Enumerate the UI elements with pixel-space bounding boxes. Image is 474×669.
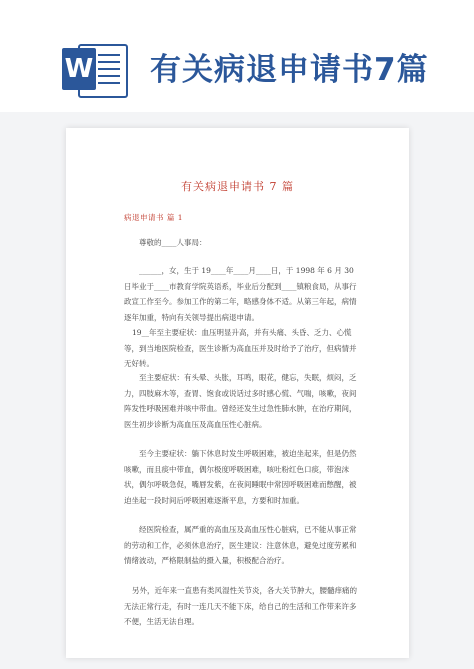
paragraph-2: 19__年至主要症状：血压明显升高，并有头痛、头昏、乏力、心慌等，到当地医院检查，医生诊断为高血压并及时给予了治疗，但病情并无好转。 xyxy=(124,328,357,368)
document-title: 有关病退申请书 7 篇 xyxy=(181,180,294,193)
banner-title: 有关病退申请书7篇 xyxy=(150,52,429,88)
paragraph-4: 至今主要症状：躺下休息时发生呼吸困难，被迫坐起来，但是仍然咳嗽，而且痰中带血，偶尔极度呼吸困难，咳吐粉红色口痰，带泡沫状，偶尔呼吸急促，嘴唇发紫，在夜间睡眠中常因呼吸困难而憋醒，被迫坐起一段时间后呼吸困难逐渐平息，方要和时加重。 xyxy=(124,449,357,505)
section-label: 病退申请书 篇 1 xyxy=(124,213,184,222)
word-badge: W xyxy=(62,48,96,90)
banner xyxy=(0,0,474,112)
paragraph-1: ______，女，生于 19____年____月____日，于 1998 年 6 月 30 日毕业于____市教育学院英语系，毕业后分配到____镇粮食局，从事行政宣工作至今。参加工作的第二年，略感身体不适。从第三年起，病情逐年加重，特向有关领导提出病退申请。 xyxy=(124,266,357,322)
paragraph-5: 经医院检查，属严重的高血压及高血压性心脏病，已不能从事正常的劳动和工作，必须休息治疗，医生建议：注意休息，避免过度劳累和情绪波动，严格限制盐的摄入量，积极配合治疗。 xyxy=(124,525,357,565)
paragraph-6: 另外，近年来一直患有类风湿性关节炎，各大关节肿大，腰髓痒痛的无法正常行走，有时一连几天不能下床，给自己的生活和工作带来许多不便，生活无法自理。 xyxy=(124,586,357,626)
paragraph-3: 至主要症状：有头晕、头胀，耳鸣，眼花，健忘，失眠，烦闷，乏力，四肢麻木等，查胃、饱食或说话过多时感心慌、气喘，咳嗽，夜间阵发性呼吸困难并咳中带血。曾经还发生过急性肺水肿，在治疗期间，医生初步诊断为高血压及高血压性心脏病。 xyxy=(124,373,357,429)
document-page xyxy=(66,128,409,658)
word-document-icon xyxy=(62,40,128,96)
greeting: 尊敬的____人事局： xyxy=(139,238,207,247)
